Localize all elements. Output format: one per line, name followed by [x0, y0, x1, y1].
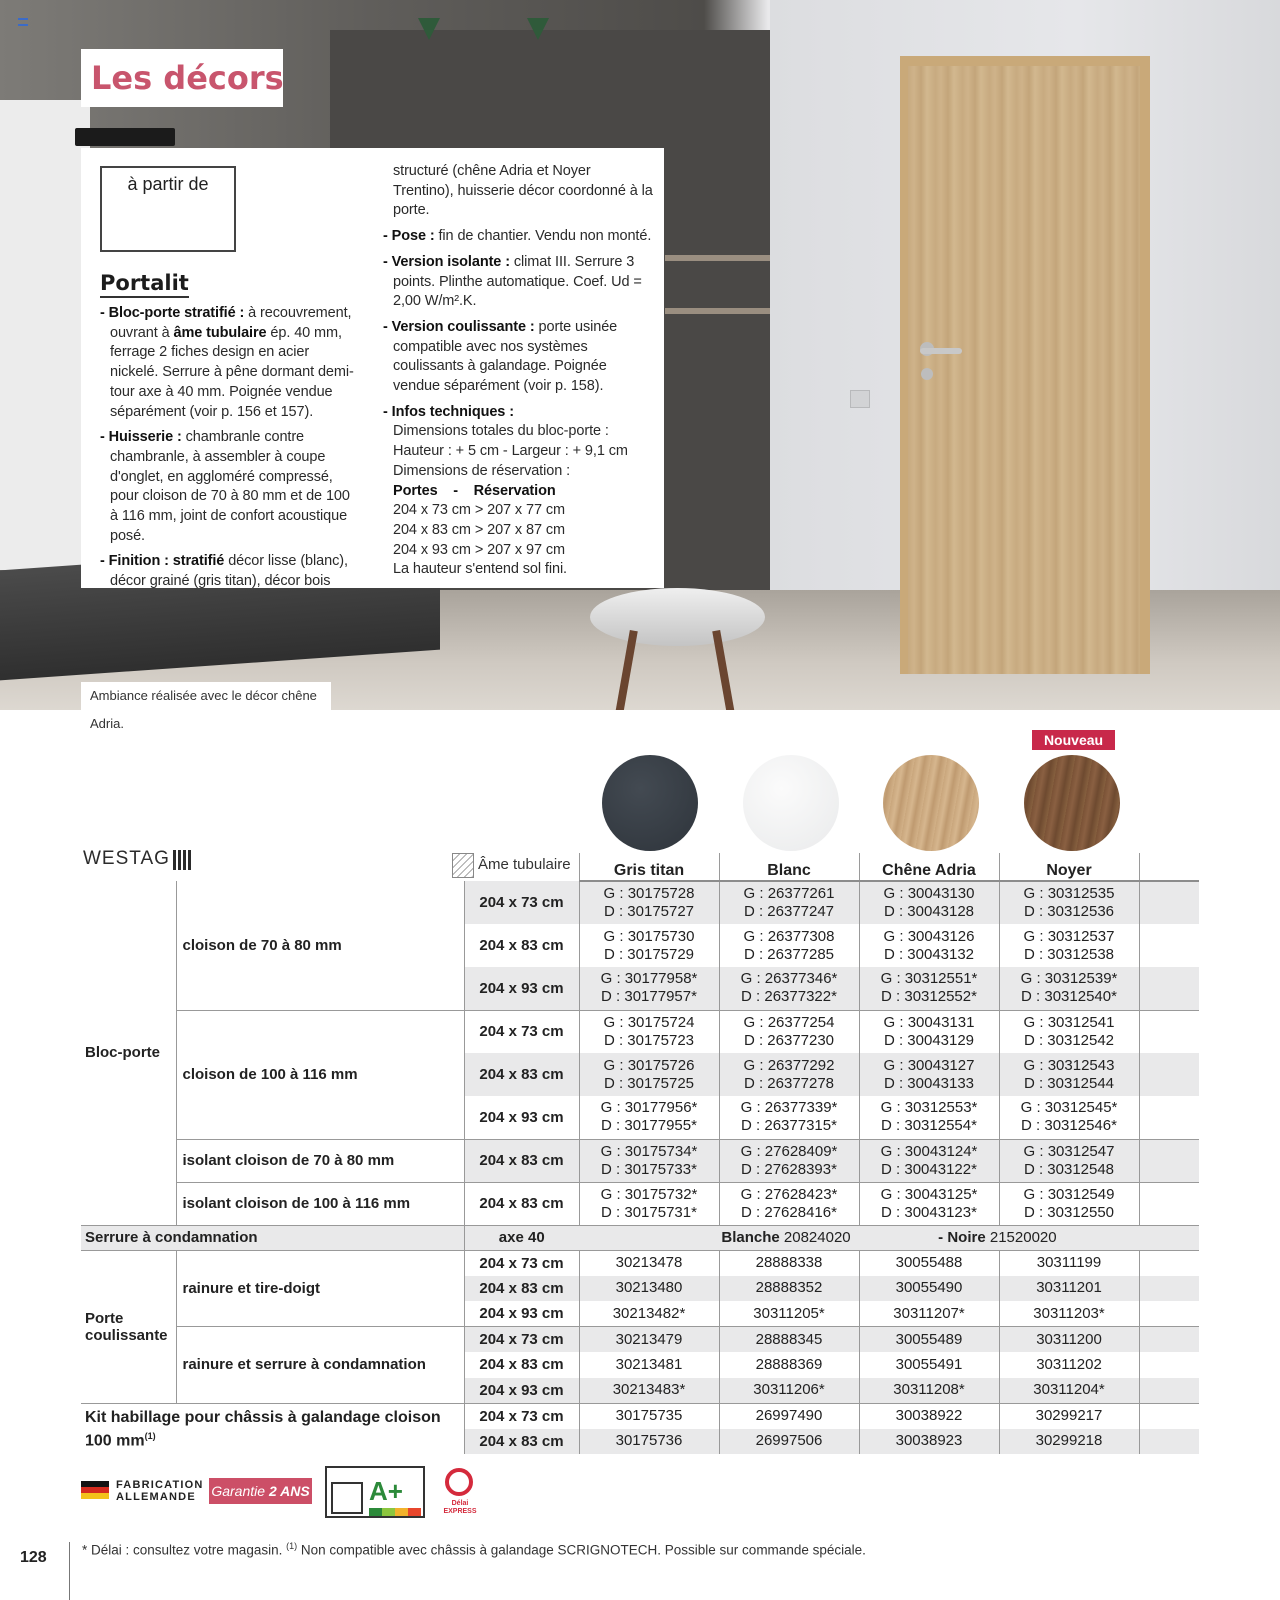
porte-coulissante-label: Porte coulissante	[81, 1250, 176, 1403]
air-grade: A+	[369, 1476, 403, 1506]
reference-cell: G : 30312535 D : 30312536	[999, 881, 1139, 924]
divider	[69, 1542, 70, 1600]
reference-cell: G : 30043125* D : 30043123*	[859, 1182, 999, 1225]
dimension-cell: 204 x 73 cm	[464, 1327, 579, 1353]
brand-logo: WESTAG	[83, 848, 170, 869]
air-quality-label	[325, 1466, 425, 1518]
door-lock	[921, 368, 933, 380]
table-header	[81, 853, 1199, 881]
lamp	[75, 128, 175, 146]
dimension-cell: 204 x 83 cm	[464, 1276, 579, 1302]
table-row	[81, 1139, 1199, 1182]
col-blanc: Blanc	[719, 853, 859, 881]
reference-cell: 30213483*	[579, 1378, 719, 1404]
reference-cell: 30213478	[579, 1250, 719, 1276]
table-row	[81, 1250, 1199, 1276]
shelf	[665, 255, 770, 261]
product-name: Portalit	[100, 270, 189, 298]
reference-cell: G : 26377254 D : 26377230	[719, 1010, 859, 1053]
dimension-cell: 204 x 73 cm	[464, 1250, 579, 1276]
dimension-cell: 204 x 93 cm	[464, 1301, 579, 1327]
reference-cell: G : 30177958* D : 30177957*	[579, 967, 719, 1010]
reference-cell: G : 30312553* D : 30312554*	[859, 1096, 999, 1139]
reference-cell: 28888352	[719, 1276, 859, 1302]
new-badge: Nouveau	[1032, 730, 1115, 750]
table-row	[81, 1182, 1199, 1225]
reference-cell: 30299217	[999, 1403, 1139, 1429]
reference-cell: 30055491	[859, 1352, 999, 1378]
table-row	[81, 881, 1199, 924]
col-chene-adria: Chêne Adria	[859, 853, 999, 881]
spec-item: - Huisserie : chambranle contre chambranle, à assembler à coupe d'onglet, en aggloméré compressé, pour cloison de 70 à 80 mm et de 100 à 116 mm, joint de confort acoustique posé.	[100, 429, 350, 544]
reference-cell: G : 30312537 D : 30312538	[999, 924, 1139, 967]
reference-cell: 30055489	[859, 1327, 999, 1353]
dimension-cell: 204 x 93 cm	[464, 967, 579, 1010]
swatch-noyer	[1024, 755, 1120, 851]
reference-cell: 30055488	[859, 1250, 999, 1276]
tech-line: Dimensions de réservation :	[393, 462, 571, 479]
spec-column-2	[383, 162, 653, 580]
page-number: 128	[20, 1549, 47, 1566]
shelf	[665, 308, 770, 314]
reference-cell: G : 30312539* D : 30312540*	[999, 967, 1139, 1010]
fabrication-label: FABRICATION ALLEMANDE	[116, 1479, 204, 1503]
dimension-cell: 204 x 93 cm	[464, 1378, 579, 1404]
house-icon	[331, 1482, 363, 1514]
reference-cell: G : 30043124* D : 30043122*	[859, 1139, 999, 1182]
reference-cell: G : 30175726 D : 30175725	[579, 1053, 719, 1096]
reference-cell: 30038922	[859, 1403, 999, 1429]
partition-label: isolant cloison de 70 à 80 mm	[176, 1139, 464, 1182]
kit-label: Kit habillage pour châssis à galandage cloison 100 $mm^{(1)}$	[81, 1403, 464, 1454]
kitchen-unit	[0, 100, 90, 570]
swatch-gris-titan	[602, 755, 698, 851]
spec-column-1	[100, 304, 360, 598]
tech-line: La hauteur s'entend sol fini.	[393, 561, 567, 578]
reference-cell: 30311205*	[719, 1301, 859, 1327]
bloc-porte-section	[81, 881, 1199, 1225]
express-delivery-icon	[440, 1468, 480, 1520]
pendant-lamp	[527, 18, 549, 40]
reference-cell: 26997490	[719, 1403, 859, 1429]
page-title: Les décors	[91, 59, 284, 97]
dimension-cell: 204 x 93 cm	[464, 1096, 579, 1139]
spec-item: - Finition : stratifié décor lisse (blanc), décor grainé (gris titan), décor bois	[100, 553, 348, 590]
kit-section	[81, 1403, 1199, 1454]
reference-cell: G : 30175728 D : 30175727	[579, 881, 719, 924]
menu-icon[interactable]	[18, 18, 28, 26]
reference-cell: 30311200	[999, 1327, 1139, 1353]
reference-cell: 30213482*	[579, 1301, 719, 1327]
reference-cell: 30311206*	[719, 1378, 859, 1404]
dimension-cell: 204 x 73 cm	[464, 881, 579, 924]
reference-cell: G : 30043127 D : 30043133	[859, 1053, 999, 1096]
core-type: Âme tubulaire	[452, 856, 571, 873]
reference-cell: G : 30175732* D : 30175731*	[579, 1182, 719, 1225]
reference-cell: 30311201	[999, 1276, 1139, 1302]
reference-cell: 30175735	[579, 1403, 719, 1429]
product-table	[81, 853, 1199, 1454]
col-noyer: Noyer	[999, 853, 1139, 881]
reference-cell: 26997506	[719, 1429, 859, 1455]
reference-cell: G : 30312545* D : 30312546*	[999, 1096, 1139, 1139]
reference-cell: 30299218	[999, 1429, 1139, 1455]
air-scale	[369, 1508, 421, 1516]
reference-cell: G : 30312549 D : 30312550	[999, 1182, 1139, 1225]
dimension-cell: 204 x 83 cm	[464, 1182, 579, 1225]
reference-cell: 30175736	[579, 1429, 719, 1455]
dimension-cell: 204 x 83 cm	[464, 1139, 579, 1182]
bloc-porte-label: Bloc-porte	[81, 881, 176, 1225]
tech-header: Portes - Réservation	[393, 482, 556, 499]
reference-cell: 30038923	[859, 1429, 999, 1455]
dimension-cell: 204 x 83 cm	[464, 1352, 579, 1378]
porte-coulissante-section	[81, 1250, 1199, 1403]
reference-cell: 30311202	[999, 1352, 1139, 1378]
tech-line: Hauteur : + 5 cm - Largeur : + 9,1 cm	[393, 443, 628, 460]
reference-cell: G : 30312547 D : 30312548	[999, 1139, 1139, 1182]
groove-lock-label: rainure et serrure à condamnation	[176, 1327, 464, 1404]
spec-item: - Pose : fin de chantier. Vendu non monté.	[383, 228, 652, 245]
swatch-blanc	[743, 755, 839, 851]
reference-cell: 30213479	[579, 1327, 719, 1353]
clock-icon	[445, 1468, 473, 1496]
express-label: Délai EXPRESS	[443, 1500, 477, 1515]
serrure-refs: Blanche 20824020 - Noire 21520020	[579, 1225, 1199, 1250]
dimension-cell: 204 x 73 cm	[464, 1403, 579, 1429]
photo-caption: Ambiance réalisée avec le décor chêne Adria.	[81, 682, 331, 710]
reference-cell: 28888345	[719, 1327, 859, 1353]
spec-item: - Bloc-porte stratifié : à recouvrement, ouvrant à âme tubulaire ép. 40 mm, ferrage 2 fiches design en acier nickelé. Serrure à pêne dormant demi-tour axe à 40 mm. Poignée vendue séparément (voir p. 156 et 157).	[100, 305, 354, 420]
german-flag-icon	[81, 1481, 109, 1499]
info-panel	[81, 148, 664, 588]
reference-cell: G : 30043131 D : 30043129	[859, 1010, 999, 1053]
stool	[590, 588, 765, 646]
reference-cell: G : 30175730 D : 30175729	[579, 924, 719, 967]
tech-line: Dimensions totales du bloc-porte :	[393, 423, 609, 440]
reference-cell: 28888338	[719, 1250, 859, 1276]
reference-cell: G : 30177956* D : 30177955*	[579, 1096, 719, 1139]
reference-cell: G : 30175734* D : 30175733*	[579, 1139, 719, 1182]
light-switch	[850, 390, 870, 408]
reference-cell: G : 26377346* D : 26377322*	[719, 967, 859, 1010]
spec-item: - Infos techniques :	[383, 403, 514, 420]
door	[908, 66, 1140, 674]
reference-cell: 28888369	[719, 1352, 859, 1378]
dimension-cell: 204 x 73 cm	[464, 1010, 579, 1053]
tech-line: 204 x 73 cm > 207 x 77 cm	[393, 502, 565, 519]
reference-cell: 30213480	[579, 1276, 719, 1302]
reference-cell: G : 30043130 D : 30043128	[859, 881, 999, 924]
reference-cell: 30311208*	[859, 1378, 999, 1404]
spec-item: structuré (chêne Adria et Noyer Trentino), huisserie décor coordonné à la porte.	[393, 163, 653, 219]
footnote: * Délai : consultez votre magasin. $^{(1)}$ Non compatible avec châssis à galandage SCRIGNOTECH. Possible sur commande spéciale.	[82, 1541, 866, 1558]
tech-line: 204 x 93 cm > 207 x 97 cm	[393, 541, 565, 558]
reference-cell: 30311203*	[999, 1301, 1139, 1327]
reference-cell: G : 27628409* D : 27628393*	[719, 1139, 859, 1182]
serrure-label: Serrure à condamnation	[81, 1225, 464, 1250]
reference-cell: 30311199	[999, 1250, 1139, 1276]
reference-cell: G : 30312551* D : 30312552*	[859, 967, 999, 1010]
tech-line: 204 x 83 cm > 207 x 87 cm	[393, 521, 565, 538]
reference-cell: 30311204*	[999, 1378, 1139, 1404]
reference-cell: G : 26377261 D : 26377247	[719, 881, 859, 924]
dimension-cell: 204 x 83 cm	[464, 1053, 579, 1096]
dimension-cell: 204 x 83 cm	[464, 1429, 579, 1455]
col-gris-titan: Gris titan	[579, 853, 719, 881]
reference-cell: G : 26377339* D : 26377315*	[719, 1096, 859, 1139]
price-box	[100, 166, 236, 252]
tubular-core-icon	[452, 853, 474, 878]
title-box	[81, 49, 283, 107]
partition-label: cloison de 100 à 116 mm	[176, 1010, 464, 1139]
table-row	[81, 1327, 1199, 1353]
spec-item: - Version coulissante : porte usinée compatible avec nos systèmes coulissants à galandage. Poignée vendue séparément (voir p. 158).	[383, 318, 618, 395]
reference-cell: G : 26377308 D : 26377285	[719, 924, 859, 967]
swatch-chene-adria	[883, 755, 979, 851]
price-label: à partir de	[127, 174, 209, 194]
dimension-cell: 204 x 83 cm	[464, 924, 579, 967]
reference-cell: G : 30312543 D : 30312544	[999, 1053, 1139, 1096]
spec-item: - Version isolante : climat III. Serrure 3 points. Plinthe automatique. Coef. Ud = 2,00 W/m².K.	[383, 253, 642, 310]
groove-label: rainure et tire-doigt	[176, 1250, 464, 1327]
serrure-row	[81, 1225, 1199, 1250]
door-handle	[920, 348, 962, 354]
table-row	[81, 1010, 1199, 1053]
reference-cell: G : 30312541 D : 30312542	[999, 1010, 1139, 1053]
reference-cell: G : 26377292 D : 26377278	[719, 1053, 859, 1096]
table-row	[81, 1403, 1199, 1429]
pendant-lamp	[418, 18, 440, 40]
guarantee-badge: Garantie 2 ANS	[209, 1478, 312, 1504]
serrure-axe: axe 40	[464, 1225, 579, 1250]
reference-cell: 30055490	[859, 1276, 999, 1302]
reference-cell: G : 27628423* D : 27628416*	[719, 1182, 859, 1225]
reference-cell: 30311207*	[859, 1301, 999, 1327]
reference-cell: G : 30043126 D : 30043132	[859, 924, 999, 967]
partition-label: isolant cloison de 100 à 116 mm	[176, 1182, 464, 1225]
partition-label: cloison de 70 à 80 mm	[176, 881, 464, 1010]
reference-cell: 30213481	[579, 1352, 719, 1378]
reference-cell: G : 30175724 D : 30175723	[579, 1010, 719, 1053]
